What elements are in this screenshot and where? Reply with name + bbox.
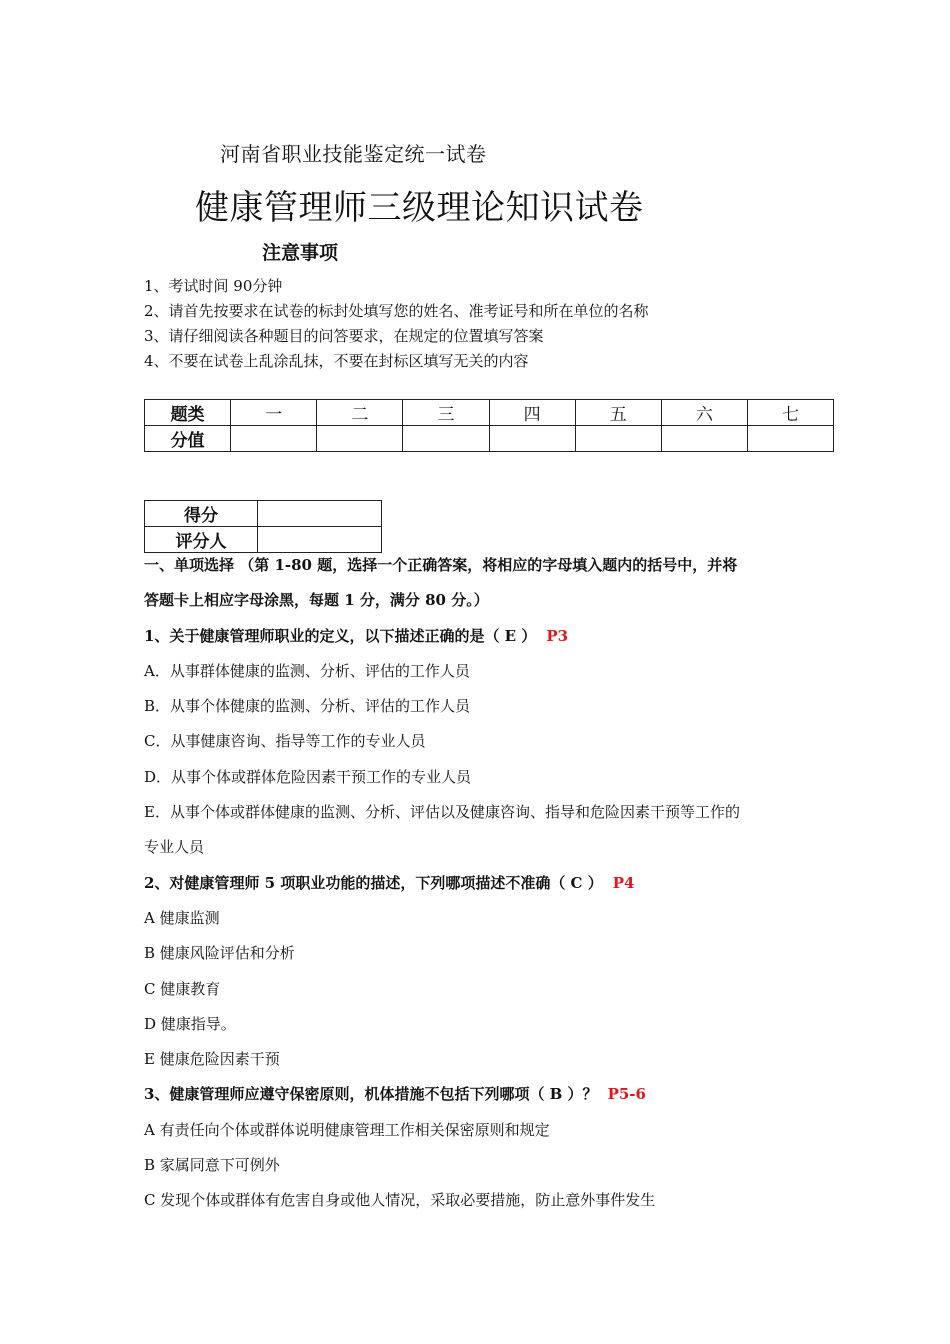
answer-option: B 健康风险评估和分析 [144,944,295,963]
score-value-label: 分值 [145,426,231,452]
score-cell [747,426,833,452]
answer-option: A 健康监测 [144,908,220,927]
column-header: 七 [747,400,833,426]
question-stem [144,1079,824,1114]
column-header: 一 [231,400,317,426]
question-type-label: 题类 [145,400,231,426]
grader-table [144,500,382,553]
answer-option: A．从事群体健康的监测、分析、评估的工作人员 [144,661,470,680]
column-header: 三 [403,400,489,426]
rule-item: 4、不要在试卷上乱涂乱抹，不要在封标区填写无关的内容 [144,352,529,370]
rule-item: 1、考试时间 90分钟 [144,277,283,295]
score-table [144,399,834,452]
answer-option: D．从事个体或群体危险因素干预工作的专业人员 [144,767,472,786]
page-reference: P3 [546,626,569,645]
answer-option: C 健康教育 [144,979,221,998]
section-heading: 答题卡上相应字母涂黑，每题 1 分，满分 80 分。） [144,591,489,610]
column-header: 六 [661,400,747,426]
grader-label: 评分人 [145,527,258,553]
answer-option: B 家属同意下可例外 [144,1156,280,1175]
score-table-header-row [145,400,834,426]
questions-section [144,550,824,1221]
score-cell [231,426,317,452]
section-heading: 一、单项选择 （第 1-80 题，选择一个正确答案，将相应的字母填入题内的括号中，并将 [144,556,738,574]
score-cell [575,426,661,452]
question-text: 1、关于健康管理师职业的定义，以下描述正确的是（ E ） [144,626,537,645]
answer-option: C．从事健康咨询、指导等工作的专业人员 [144,732,426,751]
question-stem [144,621,824,656]
answer-option: E．从事个体或群体健康的监测、分析、评估以及健康咨询、指导和危险因素干预等工作的 [144,803,740,822]
question-text: 2、对健康管理师 5 项职业功能的描述，下列哪项描述不准确（ C ） [144,873,603,892]
exam-title: 健康管理师三级理论知识试卷 [195,188,644,228]
rule-item: 2、请首先按要求在试卷的标封处填写您的姓名、准考证号和所在单位的名称 [144,302,649,320]
score-cell [317,426,403,452]
column-header: 二 [317,400,403,426]
question-text: 3、健康管理师应遵守保密原则，机体措施不包括下列哪项（ B ）？ [144,1085,598,1104]
grader-row [145,501,382,527]
column-header: 五 [575,400,661,426]
answer-option: B．从事个体健康的监测、分析、评估的工作人员 [144,697,471,716]
notice-rules [144,274,844,374]
score-cell [489,426,575,452]
page-reference: P4 [612,873,635,892]
rule-item: 3、请仔细阅读各种题目的问答要求，在规定的位置填写答案 [144,327,544,345]
page-reference: P5-6 [607,1085,646,1104]
score-cell [661,426,747,452]
exam-subtitle: 河南省职业技能鉴定统一试卷 [220,142,487,166]
question-stem [144,868,824,903]
score-cell [403,426,489,452]
notice-heading: 注意事项 [262,242,339,264]
score-label: 得分 [145,501,258,527]
grader-row [145,527,382,553]
score-cell [258,501,382,527]
column-header: 四 [489,400,575,426]
answer-option-continuation: 专业人员 [144,838,205,857]
score-table-value-row [145,426,834,452]
grader-cell [258,527,382,553]
answer-option: E 健康危险因素干预 [144,1050,280,1069]
answer-option: A 有责任向个体或群体说明健康管理工作相关保密原则和规定 [144,1120,550,1139]
answer-option: C 发现个体或群体有危害自身或他人情况，采取必要措施，防止意外事件发生 [144,1191,656,1210]
answer-option: D 健康指导。 [144,1014,236,1033]
